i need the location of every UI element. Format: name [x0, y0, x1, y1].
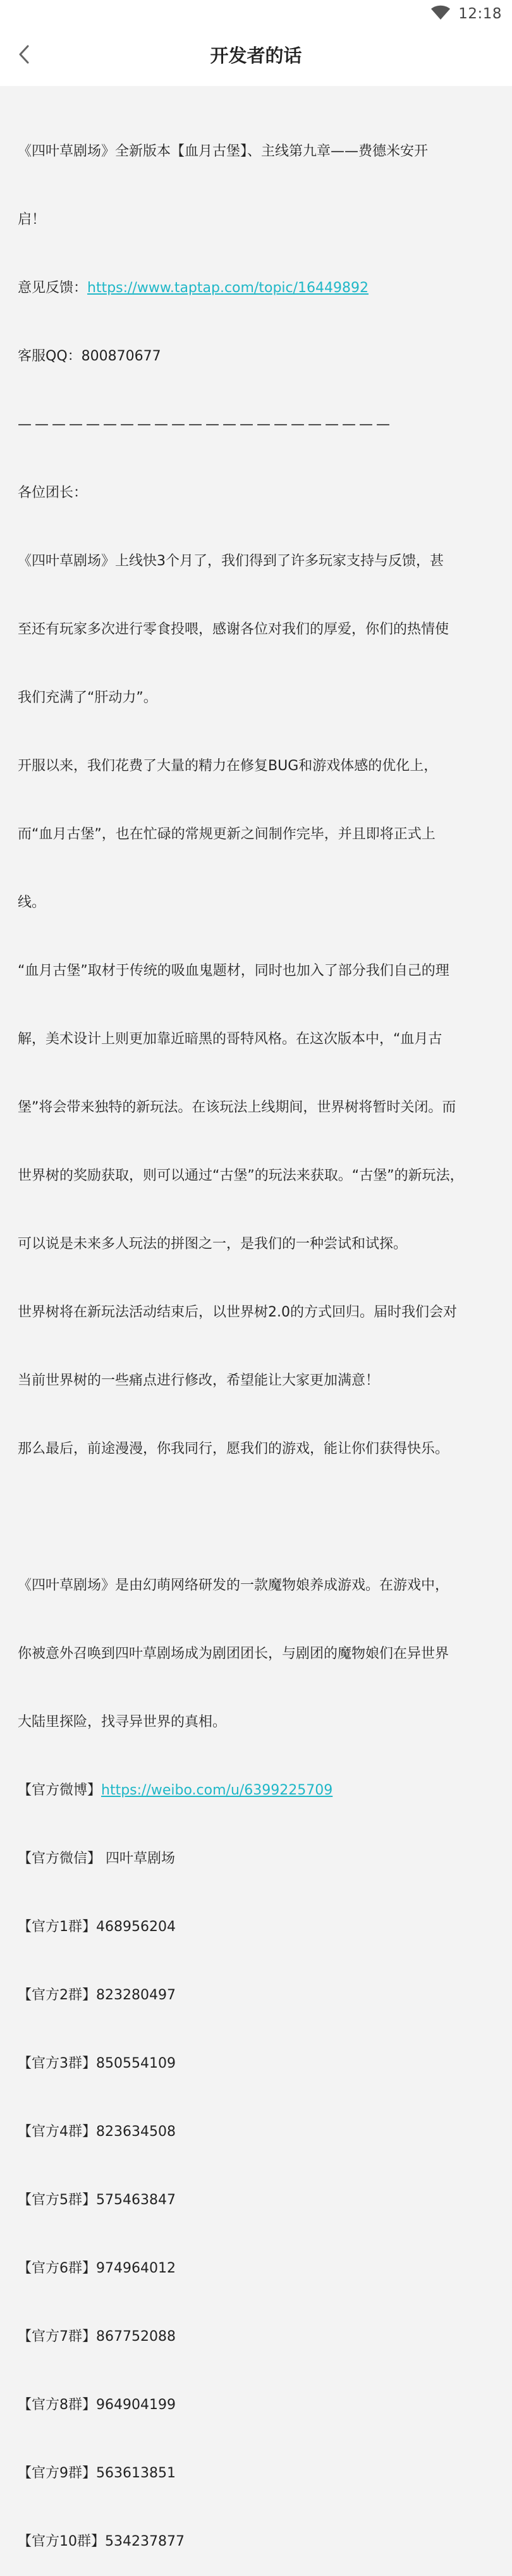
paragraph-text: 可以说是未来多人玩法的拼图之一，是我们的一种尝试和试探。: [18, 1236, 408, 1252]
qq-line: 客服QQ：800870677: [18, 348, 161, 364]
status-time: 12:18: [458, 6, 502, 22]
page-title: 开发者的话: [210, 45, 302, 66]
group-item: 【官方8群】964904199: [18, 2397, 176, 2413]
feedback-link[interactable]: https://www.taptap.com/topic/16449892: [87, 280, 369, 296]
paragraph-text: 世界树的奖励获取，则可以通过“古堡”的玩法来获取。“古堡”的新玩法，: [18, 1168, 464, 1184]
group-item: 【官方10群】534237877: [18, 2534, 185, 2549]
group-item: 【官方9群】563613851: [18, 2465, 176, 2481]
paragraph-text: 我们充满了“肝动力”。: [18, 690, 157, 706]
paragraph-text: 而“血月古堡”，也在忙碌的常规更新之间制作完毕，并且即将正式上: [18, 826, 436, 842]
group-item: 【官方6群】974964012: [18, 2260, 176, 2276]
wechat-line: 【官方微信】 四叶草剧场: [18, 1851, 175, 1867]
feedback-line: [18, 277, 498, 300]
about-text: 你被意外召唤到四叶草剧场成为剧团团长，与剧团的魔物娘们在异世界: [18, 1646, 449, 1662]
paragraph-text: 世界树将在新玩法活动结束后，以世界树2.0的方式回归。届时我们会对: [18, 1304, 457, 1320]
paragraph-text: 开服以来，我们花费了大量的精力在修复BUG和游戏体感的优化上，: [18, 758, 438, 774]
group-item: 【官方4群】823634508: [18, 2124, 176, 2140]
weibo-label: 【官方微博】: [18, 1782, 102, 1798]
group-item: 【官方1群】468956204: [18, 1919, 176, 1935]
status-icons: [430, 4, 502, 24]
developer-note-content: [18, 95, 498, 2576]
paragraph-text: “血月古堡”取材于传统的吸血鬼题材，同时也加入了部分我们自己的理: [18, 963, 449, 979]
paragraph-text: 《四叶草剧场》上线快3个月了，我们得到了许多玩家支持与反馈，甚: [18, 553, 444, 569]
weibo-line: [18, 1779, 498, 1802]
about-text: 《四叶草剧场》是由幻萌网络研发的一款魔物娘养成游戏。在游戏中，: [18, 1578, 449, 1593]
greeting: 各位团长：: [18, 485, 88, 501]
weibo-link[interactable]: https://weibo.com/u/6399225709: [101, 1782, 333, 1798]
separator: ——————————————————————: [18, 417, 393, 432]
paragraph-text: 那么最后，前途漫漫，你我同行，愿我们的游戏，能让你们获得快乐。: [18, 1441, 449, 1457]
status-bar: [0, 0, 512, 28]
blank-line: [18, 1506, 498, 1529]
paragraph-text: 当前世界树的一些痛点进行修改，希望能让大家更加满意！: [18, 1373, 380, 1389]
paragraph-text: 解，美术设计上则更加靠近暗黑的哥特风格。在这次版本中，“血月古: [18, 1031, 442, 1047]
group-item: 【官方2群】823280497: [18, 1987, 176, 2003]
wifi-icon: [430, 5, 451, 23]
paragraph-text: 至还有玩家多次进行零食投喂，感谢各位对我们的厚爱，你们的热情使: [18, 622, 449, 637]
intro-text: 启！: [18, 212, 46, 228]
group-item: 【官方3群】850554109: [18, 2056, 176, 2071]
paragraph-text: 线。: [18, 895, 46, 911]
feedback-label: 意见反馈：: [18, 280, 88, 296]
app-header: [0, 28, 512, 86]
group-item: 【官方5群】575463847: [18, 2192, 176, 2208]
paragraph-text: 堡”将会带来独特的新玩法。在该玩法上线期间，世界树将暂时关闭。而: [18, 1100, 456, 1115]
group-item: 【官方7群】867752088: [18, 2329, 176, 2345]
intro-text: 《四叶草剧场》全新版本【血月古堡】、主线第九章——费德米安开: [18, 144, 429, 159]
about-text: 大陆里探险，找寻异世界的真相。: [18, 1714, 227, 1730]
